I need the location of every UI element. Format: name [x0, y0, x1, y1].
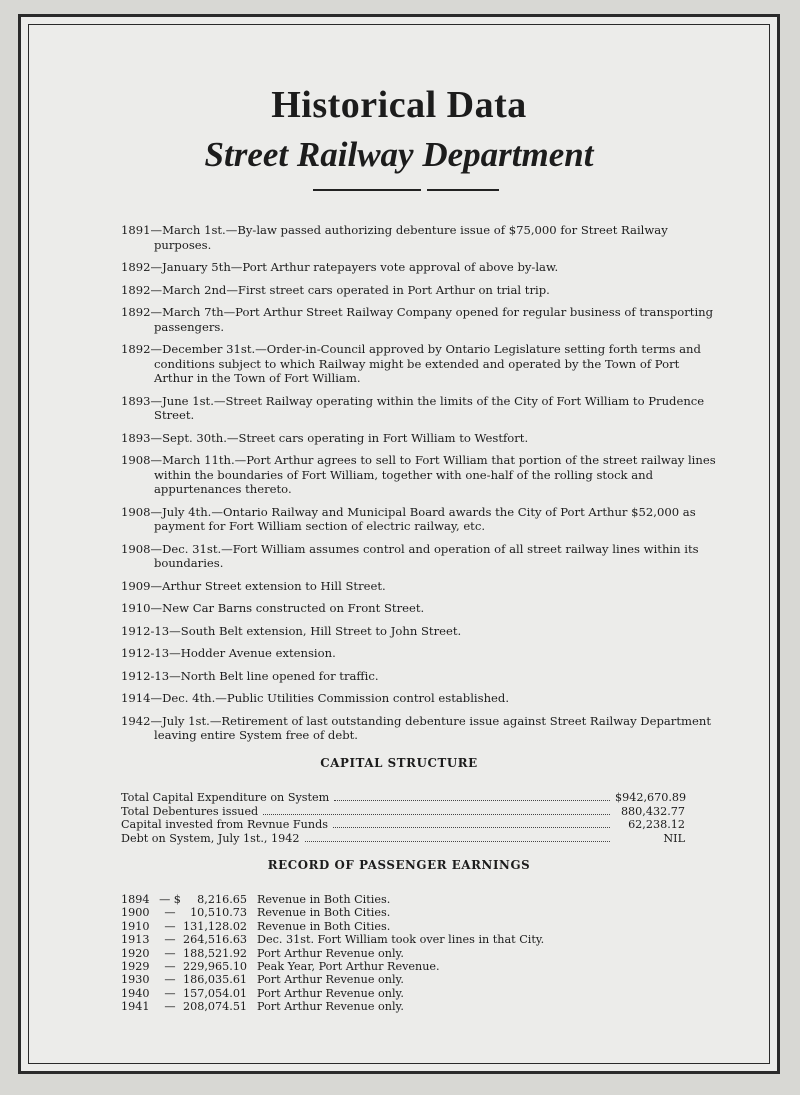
earnings-row — [121, 960, 681, 973]
earnings-separator: — — [164, 1000, 176, 1014]
earnings-year: 1920 — [121, 946, 150, 960]
timeline-list — [121, 223, 721, 751]
earnings-year: 1941 — [121, 1000, 150, 1014]
earnings-separator: — — [164, 933, 176, 947]
timeline-entry: 1892—March 2nd—First street cars operated in Port Arthur on trial trip. — [121, 282, 550, 297]
earnings-separator: — — [164, 960, 176, 974]
timeline-entry: 1893—June 1st.—Street Railway operating within the limits of the City of Fort William to Prudence Street. — [121, 393, 705, 422]
earnings-amount: 157,054.01 — [183, 986, 248, 1000]
timeline-entry: 1893—Sept. 30th.—Street cars operating in Fort William to Westfort. — [121, 430, 529, 445]
timeline-entry: 1910—New Car Barns constructed on Front Street. — [121, 601, 425, 615]
earnings-separator: — — [164, 973, 176, 987]
timeline-entry: 1914—Dec. 4th.—Public Utilities Commission control established. — [121, 691, 510, 705]
earnings-description: Port Arthur Revenue only. — [257, 946, 404, 960]
capital-row-label: Total Debentures issued — [121, 804, 259, 818]
earnings-year: 1940 — [121, 986, 150, 1000]
earnings-description: Port Arthur Revenue only. — [257, 986, 404, 1000]
capital-row — [121, 818, 685, 832]
earnings-description: Revenue in Both Cities. — [257, 919, 391, 933]
earnings-row — [121, 906, 681, 919]
earnings-amount: 186,035.61 — [183, 973, 248, 987]
earnings-separator: — — [164, 906, 176, 920]
earnings-separator: — — [164, 919, 176, 933]
capital-structure-table — [121, 791, 685, 845]
earnings-year: 1929 — [121, 960, 150, 974]
earnings-separator: — — [164, 946, 176, 960]
earnings-amount: 10,510.73 — [190, 906, 247, 920]
earnings-description: Revenue in Both Cities. — [257, 893, 391, 906]
passenger-earnings-table — [121, 893, 681, 1014]
page-subtitle: Street Railway Department — [204, 135, 594, 174]
capital-row-label: Capital invested from Revnue Funds — [121, 818, 328, 831]
earnings-row — [121, 920, 681, 933]
earnings-year: 1913 — [121, 933, 150, 947]
document-page — [18, 14, 780, 1074]
earnings-amount: 208,074.51 — [183, 1000, 248, 1014]
earnings-description: Port Arthur Revenue only. — [257, 1000, 404, 1014]
earnings-year: 1900 — [121, 906, 150, 920]
earnings-separator: — — [164, 986, 176, 1000]
timeline-entry: 1912-13—North Belt line opened for traffic. — [121, 668, 379, 683]
capital-row — [121, 832, 685, 846]
earnings-amount: 8,216.65 — [197, 893, 247, 906]
earnings-year: 1910 — [121, 919, 150, 933]
capital-row — [121, 805, 685, 819]
dot-leader — [334, 800, 610, 801]
page-title: Historical Data — [271, 84, 527, 126]
earnings-amount: 188,521.92 — [183, 946, 248, 960]
dot-leader — [305, 841, 610, 842]
dot-leader — [333, 827, 610, 828]
timeline-entry: 1892—March 7th—Port Arthur Street Railway Company opened for regular business of transporting passengers. — [121, 305, 714, 334]
passenger-earnings-heading: RECORD OF PASSENGER EARNINGS — [267, 858, 531, 872]
earnings-amount: 229,965.10 — [183, 960, 248, 974]
capital-row — [121, 791, 685, 805]
earnings-year: 1930 — [121, 973, 150, 987]
timeline-entry: 1909—Arthur Street extension to Hill Street. — [121, 578, 386, 593]
earnings-row — [121, 987, 681, 1000]
earnings-amount: 264,516.63 — [183, 933, 248, 947]
title-rule-right — [427, 189, 499, 191]
timeline-entry: 1912-13—Hodder Avenue extension. — [121, 646, 336, 660]
earnings-description: Revenue in Both Cities. — [257, 906, 391, 920]
earnings-year: 1894 — [121, 893, 150, 906]
capital-row-value: NIL — [663, 831, 685, 845]
earnings-row — [121, 973, 681, 986]
timeline-entry: 1908—March 11th.—Port Arthur agrees to sell to Fort William that portion of the street railway lines within the boundaries of Fort William, together with one-half of the rolling stock and appurtenances thereto. — [121, 453, 716, 496]
capital-row-value: $942,670.89 — [615, 791, 687, 804]
dot-leader — [263, 814, 610, 815]
earnings-row — [121, 933, 681, 946]
capital-row-value: 62,238.12 — [628, 818, 685, 831]
timeline-entry: 1892—December 31st.—Order-in-Council approved by Ontario Legislature setting forth terms and conditions subject to which Railway might be extended and operated by the Town of Port Arthur in the Town of Fort William. — [121, 342, 701, 385]
capital-row-label: Total Capital Expenditure on System — [121, 791, 330, 804]
timeline-entry: 1908—July 4th.—Ontario Railway and Municipal Board awards the City of Port Arthur $52,000 as payment for Fort William section of electric railway, etc. — [121, 504, 696, 533]
earnings-row — [121, 947, 681, 960]
timeline-entry: 1912-13—South Belt extension, Hill Street to John Street. — [121, 623, 462, 638]
title-rule-left — [313, 189, 421, 191]
capital-row-value: 880,432.77 — [620, 804, 685, 818]
earnings-description: Dec. 31st. Fort William took over lines in that City. — [257, 933, 545, 947]
earnings-separator: — $ — [159, 893, 181, 906]
earnings-description: Port Arthur Revenue only. — [257, 973, 404, 987]
capital-row-label: Debt on System, July 1st., 1942 — [121, 831, 300, 845]
timeline-entry: 1891—March 1st.—By-law passed authorizing debenture issue of $75,000 for Street Railway purposes. — [121, 223, 668, 252]
timeline-entry: 1892—January 5th—Port Arthur ratepayers vote approval of above by-law. — [121, 260, 559, 274]
earnings-amount: 131,128.02 — [183, 919, 248, 933]
earnings-description: Peak Year, Port Arthur Revenue. — [257, 960, 440, 974]
timeline-entry: 1908—Dec. 31st.—Fort William assumes control and operation of all street railway lines within its boundaries. — [121, 541, 699, 570]
capital-structure-heading: CAPITAL STRUCTURE — [320, 756, 478, 770]
earnings-row — [121, 1000, 681, 1013]
earnings-row — [121, 893, 681, 906]
timeline-entry: 1942—July 1st.—Retirement of last outstanding debenture issue against Street Railway Department leaving entire System free of debt. — [121, 713, 711, 742]
